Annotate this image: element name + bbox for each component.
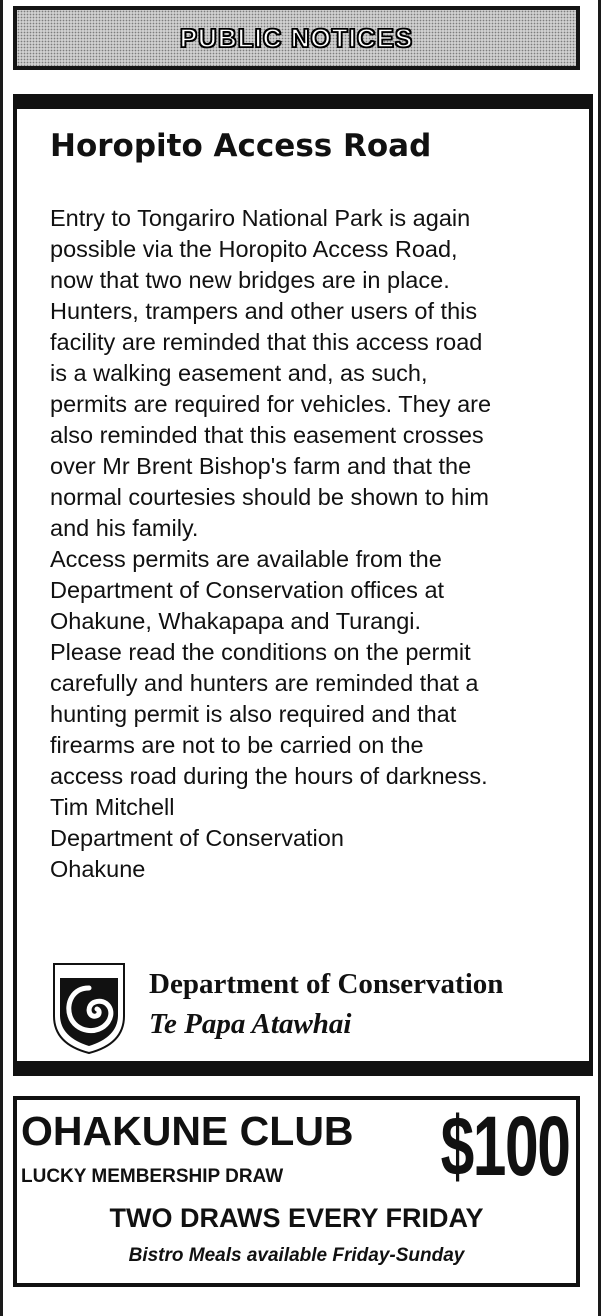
body-line: firearms are not to be carried on the	[50, 732, 424, 758]
signature-name: Tim Mitchell	[50, 794, 175, 820]
notice-title: Horopito Access Road	[50, 128, 432, 164]
club-name: OHAKUNE CLUB	[21, 1108, 354, 1154]
signature-organisation: Department of Conservation	[50, 825, 344, 851]
doc-logo-maori-name: Te Papa Atawhai	[149, 1008, 352, 1040]
body-line: and his family.	[50, 515, 199, 541]
body-line: Department of Conservation offices at	[50, 577, 445, 603]
body-line: access road during the hours of darkness.	[50, 763, 488, 789]
body-line: permits are required for vehicles. They are	[50, 391, 492, 417]
body-line: hunting permit is also required and that	[50, 701, 457, 727]
body-line: now that two new bridges are in place.	[50, 267, 450, 293]
body-line: possible via the Horopito Access Road,	[50, 236, 458, 262]
page-column-rule-right	[598, 0, 601, 1316]
body-line: carefully and hunters are reminded that a	[50, 670, 479, 696]
body-line: Access permits are available from the	[50, 546, 442, 572]
body-line: Entry to Tongariro National Park is again	[50, 205, 471, 231]
doc-logo-name: Department of Conservation	[149, 968, 504, 1000]
body-line: also reminded that this easement crosses	[50, 422, 484, 448]
body-line: facility are reminded that this access road	[50, 329, 483, 355]
body-line: Ohakune, Whakapapa and Turangi.	[50, 608, 422, 634]
club-prize-amount: $100	[440, 1099, 570, 1193]
club-draw-label: LUCKY MEMBERSHIP DRAW	[21, 1166, 284, 1187]
club-draw-frequency: TWO DRAWS EVERY FRIDAY	[109, 1203, 484, 1233]
signature-location: Ohakune	[50, 856, 146, 882]
club-bistro-meals: Bistro Meals available Friday-Sunday	[128, 1245, 465, 1266]
body-line: is a walking easement and, as such,	[50, 360, 428, 386]
notice-body	[50, 203, 580, 885]
public-notices-banner	[13, 6, 580, 70]
page-column-rule-left	[0, 0, 3, 1316]
body-line: over Mr Brent Bishop's farm and that the	[50, 453, 472, 479]
body-line: Hunters, trampers and other users of this	[50, 298, 478, 324]
body-line: normal courtesies should be shown to him	[50, 484, 489, 510]
banner-title: PUBLIC NOTICES	[179, 22, 414, 53]
body-line: Please read the conditions on the permit	[50, 639, 471, 665]
doc-koru-shield-icon	[50, 960, 128, 1056]
